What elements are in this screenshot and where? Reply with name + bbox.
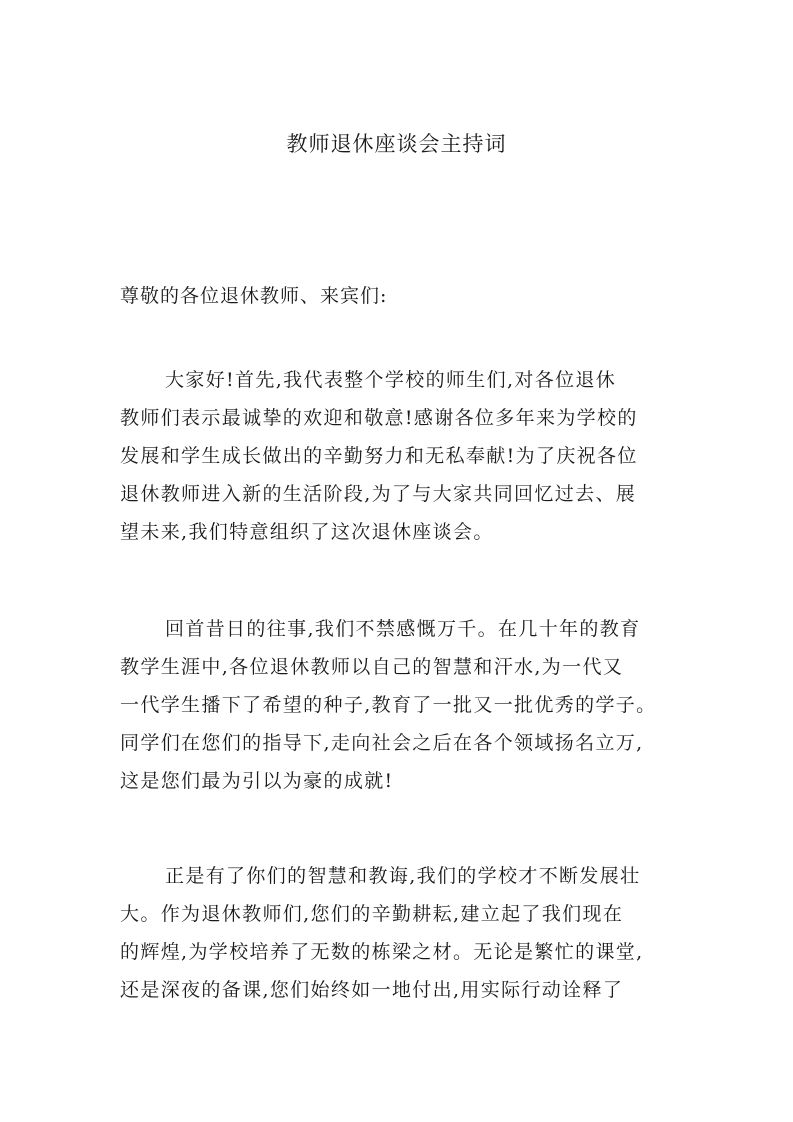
paragraph-2 — [120, 610, 680, 800]
paragraph-line: 同学们在您们的指导下,走向社会之后在各个领域扬名立万, — [120, 732, 644, 754]
paragraph-1 — [120, 361, 680, 551]
paragraph-line: 这是您们最为引以为豪的成就! — [120, 770, 394, 792]
document-title: 教师退休座谈会主持词 — [286, 132, 507, 156]
salutation: 尊敬的各位退休教师、来宾们: — [120, 285, 388, 307]
paragraph-line: 正是有了你们的智慧和教诲,我们的学校才不断发展壮 — [165, 865, 641, 887]
paragraph-line: 一代学生播下了希望的种子,教育了一批又一批优秀的学子。 — [120, 694, 657, 716]
paragraph-line: 教师们表示最诚挚的欢迎和敬意!感谢各位多年来为学校的 — [120, 407, 638, 429]
paragraph-3 — [120, 857, 680, 1009]
paragraph-line: 发展和学生成长做出的辛勤努力和无私奉献!为了庆祝各位 — [120, 445, 638, 467]
paragraph-line: 回首昔日的往事,我们不禁感慨万千。在几十年的教育 — [165, 618, 641, 640]
paragraph-line: 大家好!首先,我代表整个学校的师生们,对各位退休 — [165, 369, 617, 391]
paragraph-line: 的辉煌,为学校培养了无数的栋梁之材。无论是繁忙的课堂, — [120, 941, 644, 963]
paragraph-line: 退休教师进入新的生活阶段,为了与大家共同回忆过去、展 — [120, 483, 637, 505]
paragraph-line: 望未来,我们特意组织了这次退休座谈会。 — [120, 521, 494, 543]
paragraph-line: 还是深夜的备课,您们始终如一地付出,用实际行动诠释了 — [120, 979, 624, 1001]
paragraph-line: 大。作为退休教师们,您们的辛勤耕耘,建立起了我们现在 — [120, 903, 624, 925]
paragraph-line: 教学生涯中,各位退休教师以自己的智慧和汗水,为一代又 — [120, 656, 624, 678]
